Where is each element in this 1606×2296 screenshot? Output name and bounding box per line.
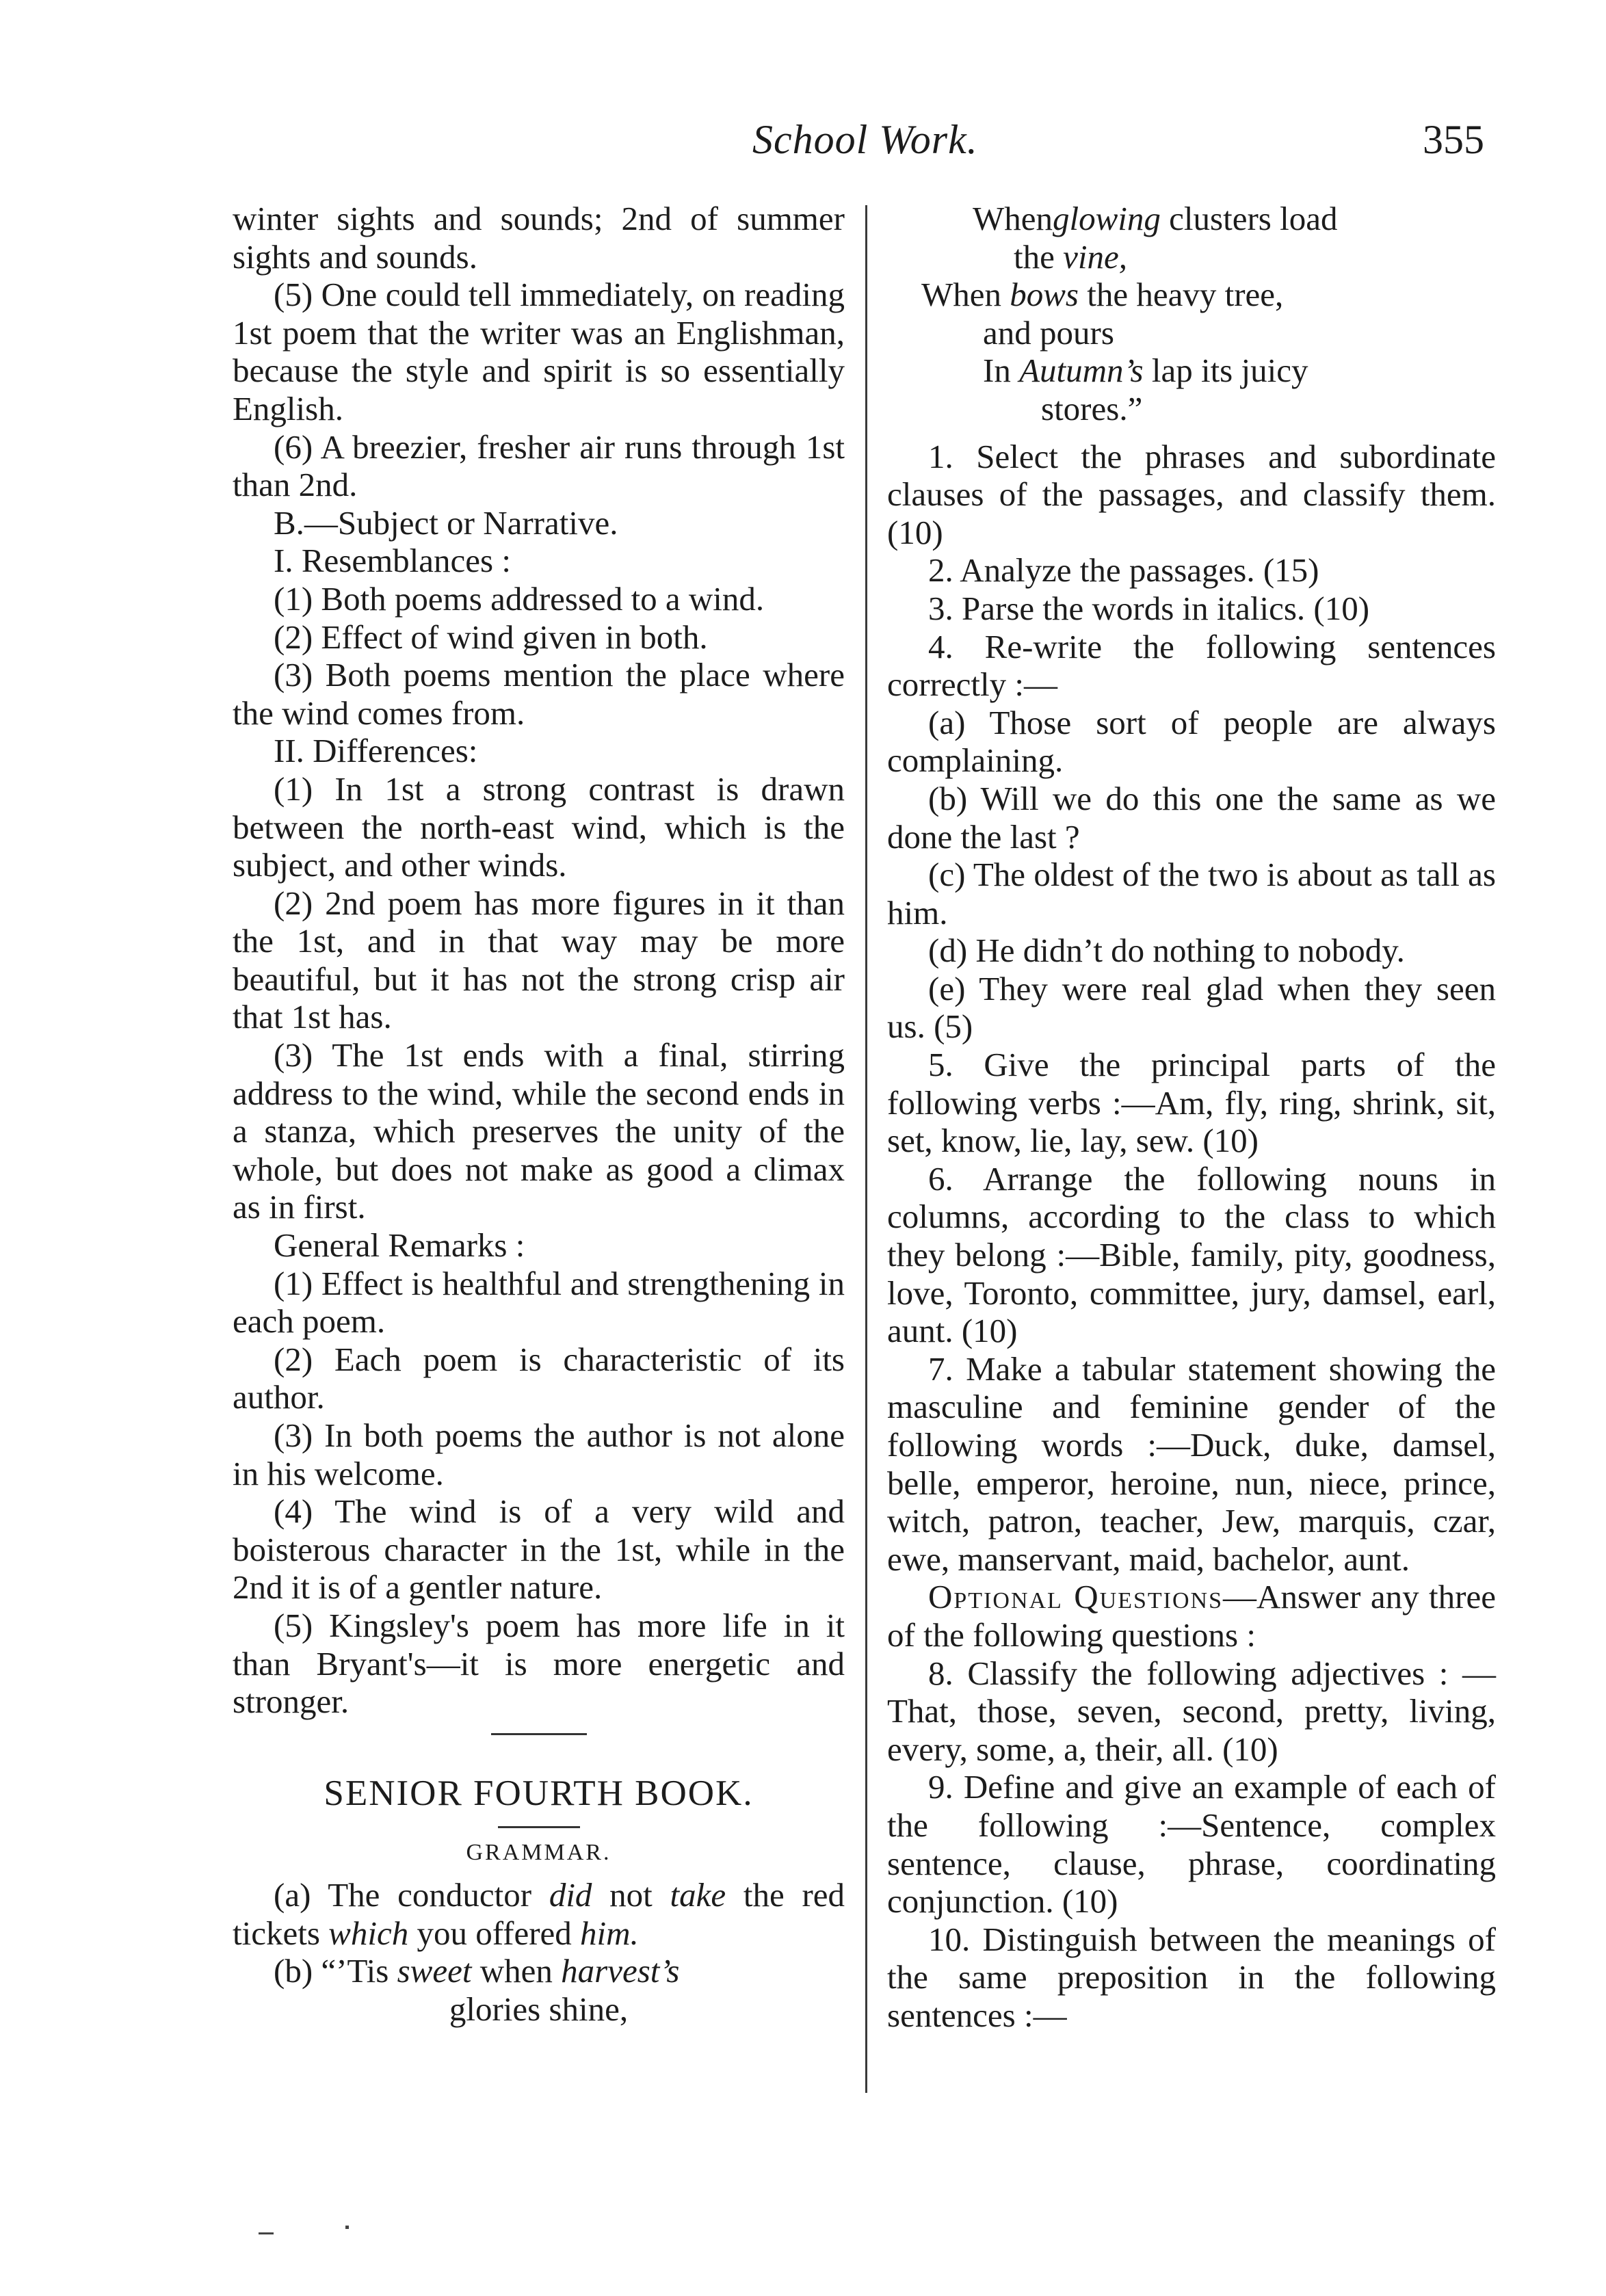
column-divider xyxy=(865,205,867,2093)
verse-text: In xyxy=(983,352,1011,390)
left-column xyxy=(233,200,845,2028)
question: 2. Analyze the passages. (15) xyxy=(928,551,1319,590)
running-title: School Work. xyxy=(752,117,978,162)
passage-b xyxy=(233,1952,845,1990)
question: 9. Define and give an example of each of the following :—Sentence, complex sentence, clause, phrase, coordinating conjunction. (10) xyxy=(887,1768,1496,1921)
question: 10. Distinguish between the meanings of the same preposition in the following sentences :— xyxy=(887,1920,1496,2034)
divider-rule xyxy=(498,1826,580,1828)
running-head xyxy=(752,116,1484,171)
passage-text: you offered xyxy=(417,1914,572,1952)
question: 3. Parse the words in italics. (10) xyxy=(928,589,1370,627)
paragraph: (1) Both poems addressed to a wind. xyxy=(274,579,765,618)
paragraph: (3) In both poems the author is not alone in his welcome. xyxy=(233,1416,845,1492)
optional-questions xyxy=(887,1578,1496,1654)
question: 5. Give the principal parts of the following verbs :—Am, fly, ring, shrink, sit, set, know, lie, lay, sew. (10) xyxy=(887,1046,1496,1160)
section-heading: SENIOR FOURTH BOOK. xyxy=(324,1773,754,1813)
print-speck xyxy=(259,2232,274,2234)
italic-word: vine, xyxy=(1063,237,1127,276)
question: 7. Make a tabular statement showing the masculine and feminine gender of the following words :—Duck, duke, damsel, belle, emperor, heroine, nun, niece, prince, witch, patron, teacher, Jew, marquis, czar, ewe, manservant, maid, bachelor, aunt. xyxy=(887,1349,1496,1578)
paragraph: (3) Both poems mention the place where the wind comes from. xyxy=(233,656,845,732)
italic-word: harvest’s xyxy=(561,1952,680,1990)
section-label: I. Resemblances : xyxy=(274,542,511,580)
paragraph: (5) One could tell immediately, on reading 1st poem that the writer was an Englishman, because the style and spirit is so essentially English. xyxy=(233,276,845,427)
question: 4. Re-write the following sentences correctly :— xyxy=(887,627,1496,704)
italic-word: take xyxy=(670,1875,726,1914)
paragraph: (2) Each poem is characteristic of its author. xyxy=(233,1340,845,1416)
verse-line xyxy=(887,238,1496,276)
page-number: 355 xyxy=(1423,117,1484,162)
verse-text: clusters load xyxy=(1169,200,1338,237)
question: 1. Select the phrases and subordinate clauses of the passages, and classify them. (10) xyxy=(887,437,1496,551)
optional-instruction: —Answer any three of the following questions : xyxy=(887,1578,1496,1654)
verse-text: the heavy tree, xyxy=(1087,276,1284,314)
section-label: II. Differences: xyxy=(274,732,478,770)
question: 6. Arrange the following nouns in columns, according to the class to which they belong :—Bible, family, pity, goodness, love, Toronto, committee, jury, damsel, earl, aunt. (10) xyxy=(887,1159,1496,1350)
question-item: (e) They were real glad when they seen us. (5) xyxy=(887,969,1496,1046)
passage-text: The conductor xyxy=(328,1875,532,1914)
italic-word: him. xyxy=(580,1914,639,1952)
italic-word: sweet xyxy=(397,1952,472,1990)
verse-line: stores.” xyxy=(1041,389,1143,427)
question-item: (d) He didn’t do nothing to nobody. xyxy=(928,932,1405,970)
optional-label: Optional Questions xyxy=(928,1578,1223,1616)
italic-word: Autumn’s xyxy=(1019,352,1144,390)
passage-text: not xyxy=(609,1875,653,1914)
sub-heading: GRAMMAR. xyxy=(466,1840,611,1866)
passage-label: (a) xyxy=(274,1875,311,1914)
section-label: B.—Subject or Narrative. xyxy=(274,503,618,542)
italic-word: which xyxy=(328,1914,409,1952)
verse-line: and pours xyxy=(983,313,1114,352)
verse-line xyxy=(887,200,1496,238)
paragraph: (1) In 1st a strong contrast is drawn between the north-east wind, which is the subject, and other winds. xyxy=(233,769,845,884)
print-speck xyxy=(345,2226,349,2229)
paragraph: (4) The wind is of a very wild and boisterous character in the 1st, while in the 2nd it is of a gentler nature. xyxy=(233,1492,845,1607)
verse-line xyxy=(887,352,1496,390)
divider-rule xyxy=(491,1733,587,1735)
question-item: (a) Those sort of people are always complaining. xyxy=(887,703,1496,780)
verse-text: When xyxy=(921,276,1001,314)
passage-text: the red tickets xyxy=(233,1875,845,1952)
passage-text: when xyxy=(479,1952,553,1990)
verse-line xyxy=(887,276,1496,314)
paragraph: (2) 2nd poem has more figures in it than the 1st, and in that way may be more beautiful, but it has not the strong crisp air that 1st has. xyxy=(233,884,845,1036)
paragraph: (2) Effect of wind given in both. xyxy=(274,618,708,656)
italic-word: did xyxy=(549,1875,592,1914)
italic-word: bows xyxy=(1010,276,1079,314)
passage-a xyxy=(233,1876,845,1952)
italic-word: glowing xyxy=(1053,200,1161,237)
right-column xyxy=(887,200,1496,2035)
verse-text: lap its juicy xyxy=(1151,352,1308,390)
paragraph: (1) Effect is healthful and strengthening in each poem. xyxy=(233,1264,845,1341)
question-item: (b) Will we do this one the same as we done the last ? xyxy=(887,779,1496,856)
paragraph: (3) The 1st ends with a final, stirring address to the wind, while the second ends in a stanza, which preserves the unity of the whole, but does not make as good a climax as in first. xyxy=(233,1036,845,1226)
paragraph: (6) A breezier, fresher air runs through 1st than 2nd. xyxy=(233,427,845,504)
passage-label: (b) xyxy=(274,1952,313,1990)
passage-text: glories shine, xyxy=(449,1990,629,2028)
paragraph: (5) Kingsley's poem has more life in it than Bryant's—it is more energetic and stronger. xyxy=(233,1606,845,1721)
question-item: (c) The oldest of the two is about as tall as him. xyxy=(887,856,1496,932)
paragraph: winter sights and sounds; 2nd of summer sights and sounds. xyxy=(233,200,845,276)
verse-text: the xyxy=(1014,237,1055,276)
question: 8. Classify the following adjectives : —That, those, seven, second, pretty, living, every, some, a, their, all. (10) xyxy=(887,1654,1496,1768)
passage-text: “’Tis xyxy=(321,1952,389,1990)
section-label: General Remarks : xyxy=(274,1226,525,1265)
verse-text: When xyxy=(973,200,1053,237)
